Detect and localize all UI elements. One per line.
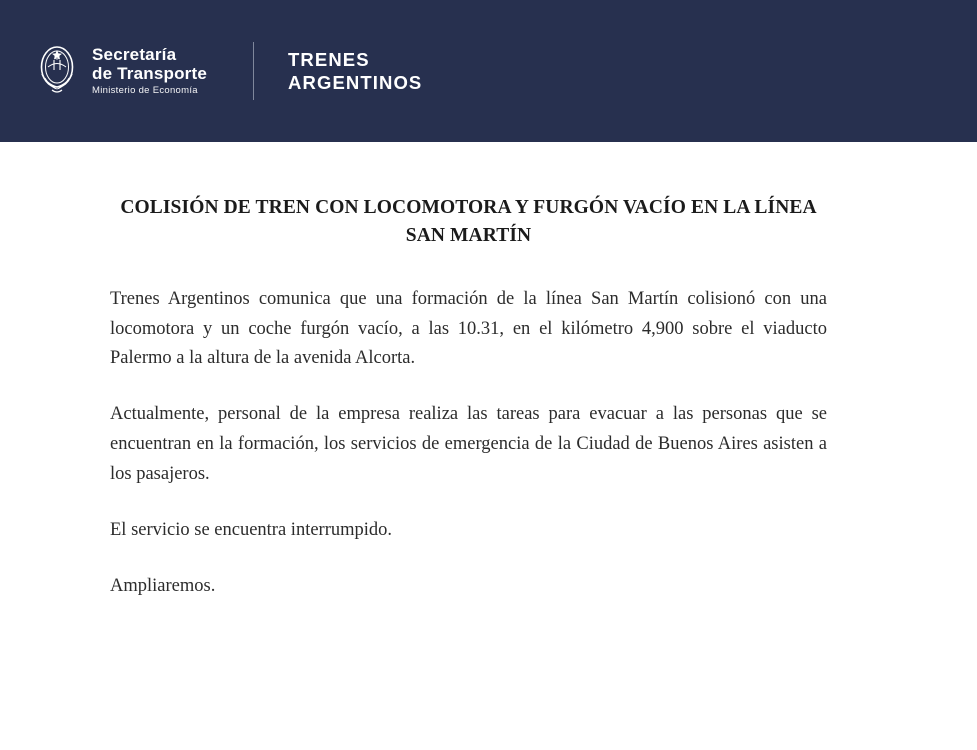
page-title: COLISIÓN DE TREN CON LOCOMOTORA Y FURGÓN VACÍO EN LA LÍNEA SAN MARTÍN (120, 197, 817, 247)
article-paragraph: El servicio se encuentra interrumpido. (110, 520, 393, 541)
article-paragraph: Actualmente, personal de la empresa realiza las tareas para evacuar a las personas que se encuentran en la formación, los servicios de emergencia de la Ciudad de Buenos Aires asisten a los pasajeros. (110, 404, 827, 485)
article-paragraph: Ampliaremos. (110, 576, 216, 597)
brand-line-1: TRENES (288, 48, 370, 70)
government-branding (34, 40, 207, 102)
argentina-coat-of-arms-icon (34, 40, 80, 102)
header-divider (253, 42, 254, 100)
gov-line-1: Secretaría (92, 45, 177, 65)
site-header (0, 0, 977, 142)
article-paragraph: Trenes Argentinos comunica que una formación de la línea San Martín colisionó con una locomotora y un coche furgón vacío, a las 10.31, en el kilómetro 4,900 sobre el viaducto Palermo a la altura de la avenida Alcorta. (110, 288, 827, 369)
trenes-argentinos-logo (288, 48, 422, 94)
brand-line-2: ARGENTINOS (288, 72, 423, 93)
article-body (0, 142, 977, 602)
gov-line-2: de Transporte (92, 64, 208, 84)
government-title-block (92, 45, 207, 97)
gov-line-3: Ministerio de Economía (92, 85, 198, 97)
